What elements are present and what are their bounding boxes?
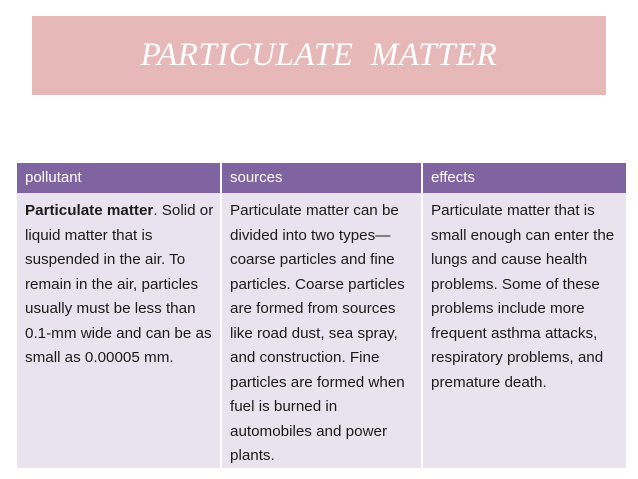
cell-sources: Particulate matter can be divided into two types— coarse particles and fine particles. Coarse particles are formed from sources like road dust, sea spray, and construction. Fine particles are formed when fuel is burned in automobiles and power plants. — [230, 202, 405, 464]
cell-pollutant — [17, 199, 222, 371]
title-banner — [32, 16, 606, 95]
cell-effects: Particulate matter that is small enough can enter the lungs and cause health problems. Some of these problems include more frequent asthma attacks, respiratory problems, and premature death. — [431, 202, 615, 391]
pollutant-table — [17, 163, 626, 468]
pollutant-term: Particulate matter — [25, 202, 154, 219]
header-sources: sources — [230, 169, 283, 186]
header-effects: effects — [431, 169, 475, 186]
pollutant-description: . Solid or liquid matter that is suspended in the air. To remain in the air, particles usually must be less than 0.1-mm wide and can be as small as 0.00005 mm. — [25, 202, 214, 366]
header-pollutant: pollutant — [25, 169, 82, 186]
slide-title: PARTICULATE MATTER — [140, 37, 498, 73]
